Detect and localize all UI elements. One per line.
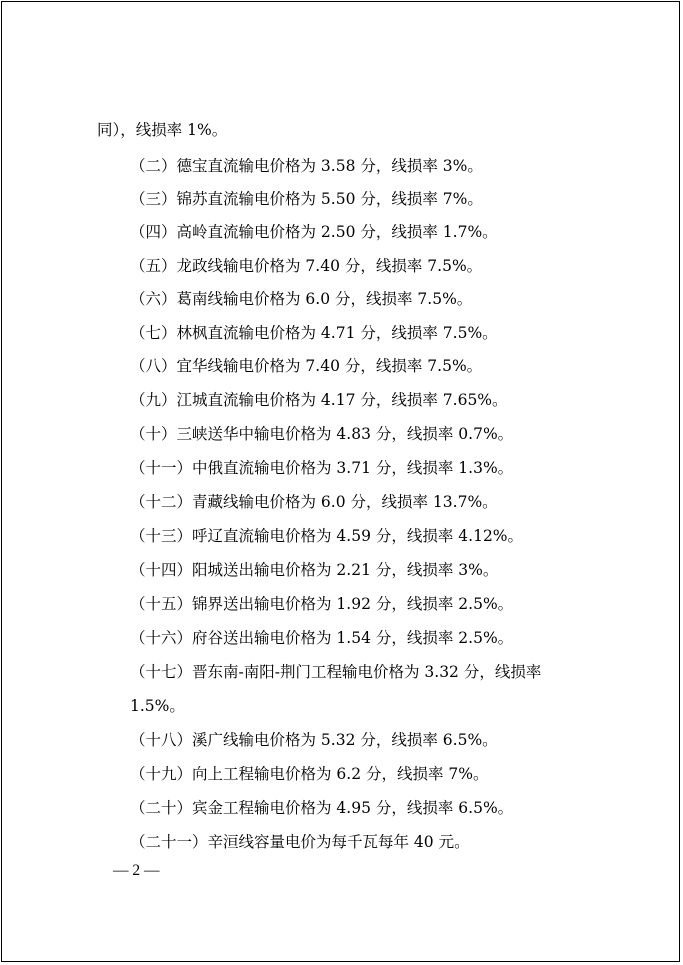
text-line-13: （十三）呼辽直流输电价格为 4.59 分，线损率 4.12%。	[130, 527, 524, 545]
text-line-12: （十二）青藏线输电价格为 6.0 分，线损率 13.7%。	[130, 493, 498, 511]
text-line-18: 1.5%。	[130, 697, 185, 715]
text-line-4: （四）高岭直流输电价格为 2.50 分，线损率 1.7%。	[130, 223, 498, 241]
text-line-20: （十九）向上工程输电价格为 6.2 分，线损率 7%。	[130, 765, 489, 783]
text-line-16: （十六）府谷送出输电价格为 1.54 分，线损率 2.5%。	[130, 629, 514, 647]
text-line-21: （二十）宾金工程输电价格为 4.95 分，线损率 6.5%。	[130, 799, 514, 817]
text-line-5: （五）龙政线输电价格为 7.40 分，线损率 7.5%。	[130, 257, 483, 275]
text-line-10: （十）三峡送华中输电价格为 4.83 分，线损率 0.7%。	[130, 425, 514, 443]
text-line-14: （十四）阳城送出输电价格为 2.21 分，线损率 3%。	[130, 561, 499, 579]
text-line-1: 同），线损率 1%。	[97, 121, 228, 139]
text-line-8: （八）宜华线输电价格为 7.40 分，线损率 7.5%。	[130, 357, 483, 375]
document-page	[1, 1, 680, 962]
text-line-17: （十七）晋东南-南阳-荆门工程输电价格为 3.32 分，线损率	[130, 663, 542, 681]
text-line-15: （十五）锦界送出输电价格为 1.92 分，线损率 2.5%。	[130, 595, 514, 613]
text-line-22: （二十一）辛洹线容量电价为每千瓦每年 40 元。	[130, 833, 470, 851]
text-line-19: （十八）溪广线输电价格为 5.32 分，线损率 6.5%。	[130, 731, 498, 749]
text-line-2: （二）德宝直流输电价格为 3.58 分，线损率 3%。	[130, 157, 483, 175]
text-line-9: （九）江城直流输电价格为 4.17 分，线损率 7.65%。	[130, 391, 508, 409]
text-line-6: （六）葛南线输电价格为 6.0 分，线损率 7.5%。	[130, 290, 473, 308]
page-number: — 2 —	[113, 862, 160, 879]
text-line-11: （十一）中俄直流输电价格为 3.71 分，线损率 1.3%。	[130, 459, 514, 477]
text-line-3: （三）锦苏直流输电价格为 5.50 分，线损率 7%。	[130, 190, 483, 208]
text-line-7: （七）林枫直流输电价格为 4.71 分，线损率 7.5%。	[130, 324, 498, 342]
